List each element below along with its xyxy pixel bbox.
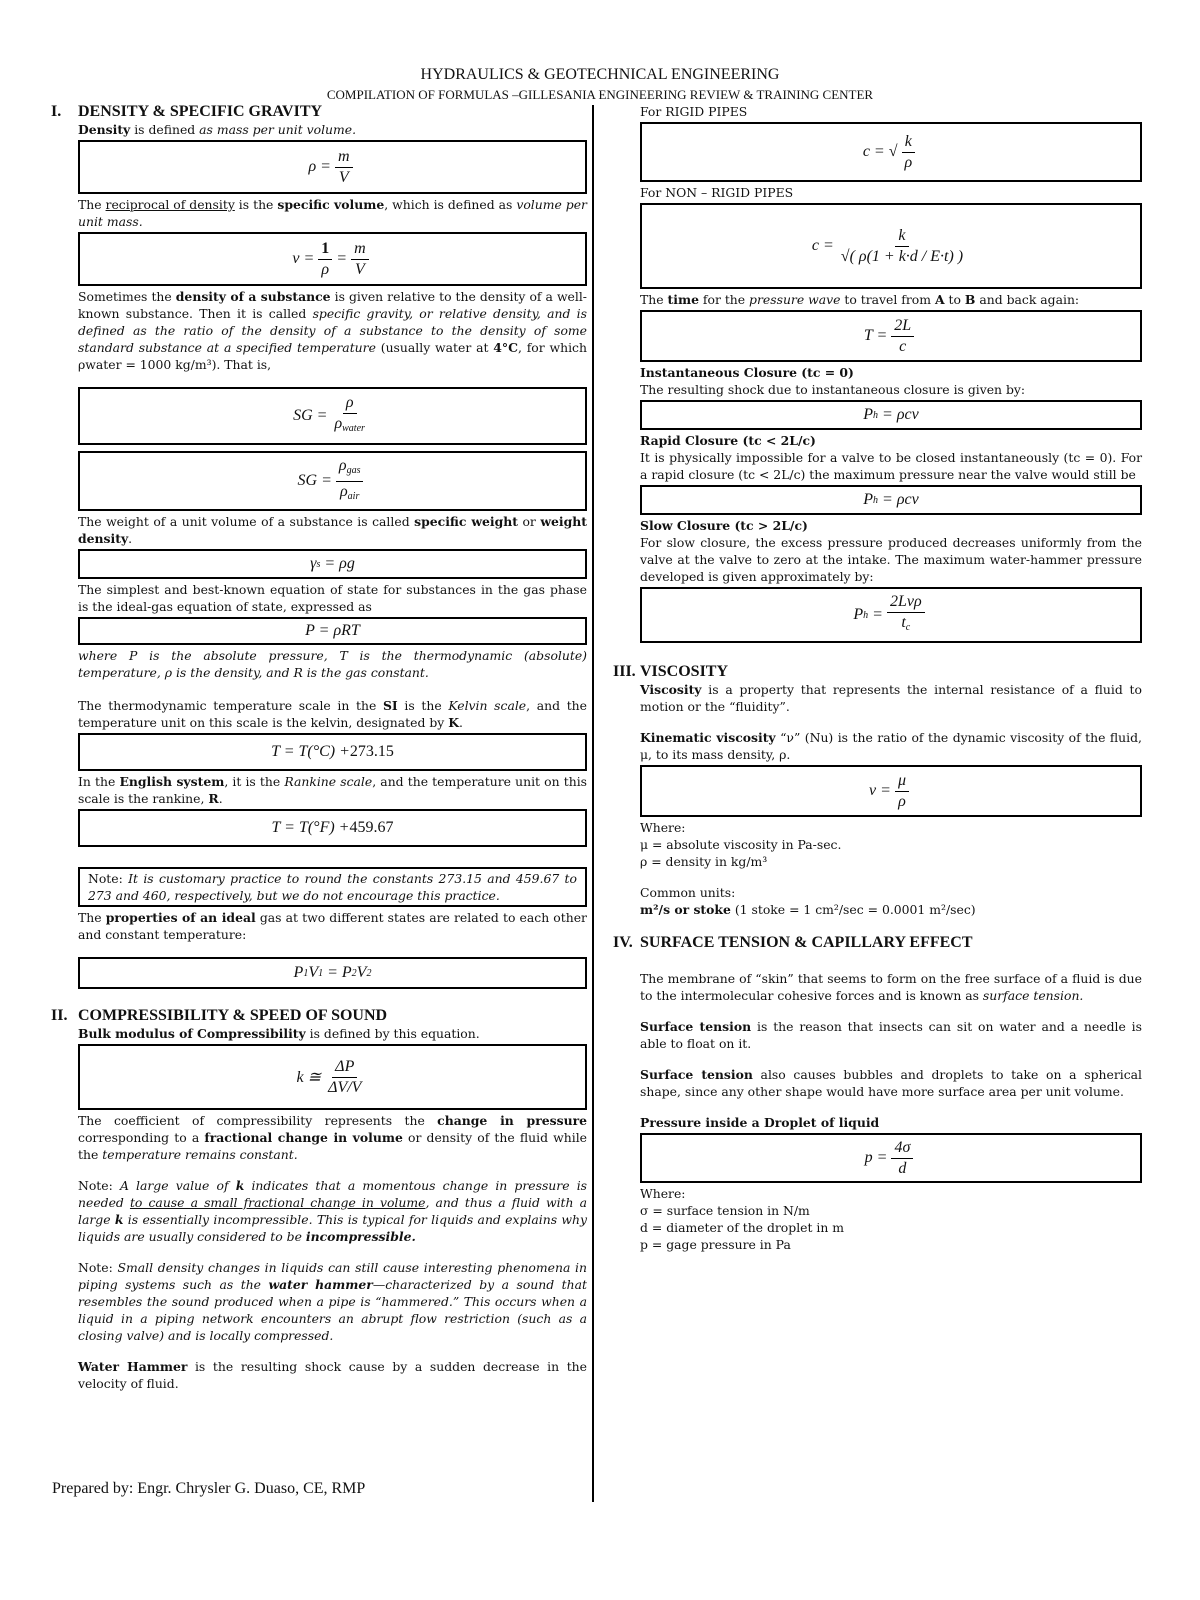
surface-tension-insects: Surface tension is the reason that insects can sit on water and a needle is able to float on it. bbox=[640, 1019, 1143, 1051]
formula-droplet-pressure: p = $\frac{4\sigma}{d}$ bbox=[640, 1133, 1142, 1183]
instantaneous-closure-text: The resulting shock due to instantaneous closure is given by: bbox=[640, 382, 1026, 397]
rigid-pipes-label: For RIGID PIPES bbox=[640, 104, 748, 119]
viscosity-definition: Viscosity is a property that represents the internal resistance of a fluid to motion or the “fluidity”. bbox=[640, 682, 1142, 714]
kelvin-text: The thermodynamic temperature scale in the SI is the Kelvin scale, and the temperature unit on this scale is the kelvin, designated by K. bbox=[78, 698, 587, 730]
bulk-modulus-text: Bulk modulus of Compressibility is defined by this equation. bbox=[78, 1026, 480, 1041]
formula-sg-gas: SG = $\frac{\rho_{gas}}{\rho_{air}}$ bbox=[78, 451, 587, 511]
mu-definition: μ = absolute viscosity in Pa-sec. bbox=[640, 837, 842, 852]
specific-weight-text: The weight of a unit volume of a substance is called specific weight or weight density. bbox=[78, 514, 588, 546]
specific-volume-text: The reciprocal of density is the specific volume, which is defined as volume per unit mass. bbox=[78, 197, 587, 229]
formula-kelvin: T = T(°C) + 273.15 bbox=[78, 733, 587, 771]
common-units-value: m²/s or stoke (1 stoke = 1 cm²/sec = 0.0001 m²/sec) bbox=[640, 902, 976, 917]
rankine-text: In the English system, it is the Rankine scale, and the temperature unit on this scale is the rankine, R. bbox=[78, 774, 588, 806]
ideal-gas-where: where P is the absolute pressure, T is the thermodynamic (absolute) temperature, ρ is the density, and R is the gas constant. bbox=[78, 648, 587, 680]
section-heading-surface-tension: IV. SURFACE TENSION & CAPILLARY EFFECT bbox=[613, 934, 973, 951]
rho-definition: ρ = density in kg/m³ bbox=[640, 854, 768, 869]
sigma-definition: σ = surface tension in N/m bbox=[640, 1203, 810, 1218]
formula-rigid-celerity: c = √ $\frac{k}{\rho}$ bbox=[640, 122, 1142, 182]
slow-closure-text: For slow closure, the excess pressure produced decreases uniformly from the valve at the valve to zero at the intake. The maximum water-hammer pressure developed is given approximately by: bbox=[640, 535, 1142, 584]
formula-sg-liquid: SG = $\frac{\rho}{\rho_{water}}$ bbox=[78, 387, 587, 445]
slow-closure-heading: Slow Closure (tc > 2L/c) bbox=[640, 518, 808, 533]
formula-ideal-gas: P = ρRT bbox=[78, 617, 587, 645]
footer-author: Prepared by: Engr. Chrysler G. Duaso, CE, RMP bbox=[52, 1480, 366, 1497]
note-large-k: Note: A large value of k indicates that a momentous change in pressure is needed to cause a small fractional change in volume, and thus a fluid with a large k is essentially incompressible. This is typical for liquids and explains why liquids are usually considered to be incompressible. bbox=[78, 1178, 588, 1244]
specific-gravity-text: Sometimes the density of a substance is given relative to the density of a well-known substance. Then it is called specific gravity, or relative density, and is defined as the ratio of the density of a substance to the density of some standard substance at a specified temperature (usually water at 4°C, for which ρwater = 1000 kg/m³). That is, bbox=[78, 289, 587, 372]
formula-rapid-pressure: P h = ρcv bbox=[640, 485, 1142, 515]
note-water-hammer: Note: Small density changes in liquids can still cause interesting phenomena in piping systems such as the water hammer—characterized by a sound that resembles the sound produced when a pipe is “hammered.” This occurs when a liquid in a piping network encounters an abrupt flow restriction (such as a closing valve) and is locally compressed. bbox=[78, 1260, 587, 1343]
rapid-closure-heading: Rapid Closure (tc < 2L/c) bbox=[640, 433, 816, 448]
left-column bbox=[51, 103, 588, 1392]
surface-tension-definition: The membrane of “skin” that seems to form on the free surface of a fluid is due to the intermolecular cohesive forces and is known as surface tension. bbox=[640, 971, 1142, 1003]
column-divider bbox=[592, 105, 594, 1502]
formula-kinematic-viscosity: ν = $\frac{\mu}{\rho}$ bbox=[640, 765, 1142, 817]
gage-pressure-definition: p = gage pressure in Pa bbox=[640, 1237, 791, 1252]
kinematic-viscosity-text: Kinematic viscosity “ν” (Nu) is the ratio of the dynamic viscosity of the fluid, μ, to its mass density, ρ. bbox=[640, 730, 1142, 762]
pressure-wave-time-text: The time for the pressure wave to travel from A to B and back again: bbox=[640, 292, 1080, 307]
page-subtitle: COMPILATION OF FORMULAS –GILLESANIA ENGINEERING REVIEW & TRAINING CENTER bbox=[326, 87, 874, 102]
section-heading-viscosity: III. VISCOSITY bbox=[613, 663, 729, 680]
formula-instantaneous-pressure: P h = ρcv bbox=[640, 400, 1142, 430]
formula-slow-pressure: P h = $\frac{\text{2Lvρ}}{t_c}$ bbox=[640, 587, 1142, 643]
ideal-gas-text: The simplest and best-known equation of state for substances in the gas phase is the ideal-gas equation of state, expressed as bbox=[78, 582, 587, 614]
coefficient-text: The coefficient of compressibility represents the change in pressure corresponding to a fractional change in volume or density of the fluid while the temperature remains constant. bbox=[78, 1113, 587, 1162]
formula-bulk-modulus: k ≅ $\frac{\Delta P}{\Delta V/V}$ bbox=[78, 1044, 587, 1110]
common-units-label: Common units: bbox=[640, 885, 736, 900]
where-label-viscosity: Where: bbox=[640, 820, 686, 835]
ideal-gas-states-text: The properties of an ideal gas at two different states are related to each other and constant temperature: bbox=[78, 910, 587, 942]
density-definition: Density is defined as mass per unit volume. bbox=[78, 122, 357, 137]
formula-nonrigid-celerity: c = $\frac{k}{√( \rho(1 + k\cdot d / E\cdot t) )}$ bbox=[640, 203, 1142, 289]
where-label-droplet: Where: bbox=[640, 1186, 686, 1201]
diameter-definition: d = diameter of the droplet in m bbox=[640, 1220, 845, 1235]
instantaneous-closure-heading: Instantaneous Closure (tc = 0) bbox=[640, 365, 854, 380]
formula-rankine: T = T(°F) + 459.67 bbox=[78, 809, 587, 847]
formula-wave-time: T = $\frac{2L}{c}$ bbox=[640, 310, 1142, 362]
right-column bbox=[613, 103, 1143, 1253]
page-title: HYDRAULICS & GEOTECHNICAL ENGINEERING bbox=[420, 66, 780, 83]
formula-boyle: P 1 V 1 = P 2 V 2 bbox=[78, 957, 587, 989]
section-heading-density: I. DENSITY & SPECIFIC GRAVITY bbox=[51, 103, 323, 120]
formula-specific-volume: ν = $\frac{1}{\rho}$ = $\frac{m}{V}$ bbox=[78, 232, 587, 286]
surface-tension-bubbles: Surface tension also causes bubbles and droplets to take on a spherical shape, since any other shape would have more surface area per unit volume. bbox=[640, 1067, 1142, 1099]
section-heading-compressibility: II. COMPRESSIBILITY & SPEED OF SOUND bbox=[51, 1007, 388, 1024]
rapid-closure-text: It is physically impossible for a valve to be closed instantaneously (tc = 0). For a rapid closure (tc < 2L/c) the maximum pressure near the valve would still be bbox=[640, 450, 1142, 482]
droplet-pressure-heading: Pressure inside a Droplet of liquid bbox=[640, 1115, 880, 1130]
water-hammer-definition: Water Hammer is the resulting shock cause by a sudden decrease in the velocity of fluid. bbox=[78, 1359, 587, 1391]
formula-density: ρ = $\frac{m}{V}$ bbox=[78, 140, 587, 194]
formula-specific-weight: γ s = ρg bbox=[78, 549, 587, 579]
nonrigid-pipes-label: For NON – RIGID PIPES bbox=[640, 185, 794, 200]
rounding-note: Note: It is customary practice to round the constants 273.15 and 459.67 to 273 and 460, respectively, but we do not encourage this practice. bbox=[78, 867, 587, 907]
